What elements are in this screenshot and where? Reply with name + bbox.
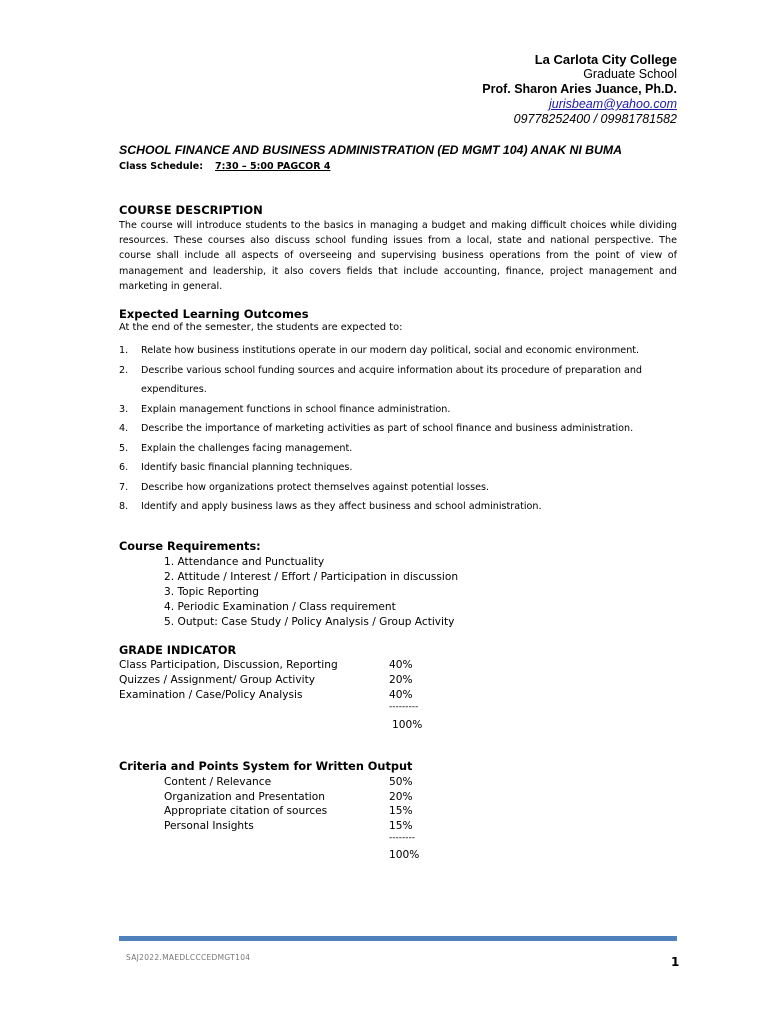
list-item-number: 8. [119, 501, 129, 512]
list-item-number: 1. [119, 345, 129, 356]
criteria-row-label: Appropriate citation of sources [164, 805, 328, 817]
phone-numbers: 09778252400 / 09981781582 [513, 112, 677, 126]
professor-name: Prof. Sharon Aries Juance, Ph.D. [482, 82, 677, 96]
criteria-total: 100% [389, 849, 420, 861]
criteria-row-pct: 15% [389, 820, 413, 832]
requirement-item: 2. Attitude / Interest / Effort / Participation in discussion [164, 571, 459, 583]
grade-row-label: Quizzes / Assignment/ Group Activity [119, 674, 316, 686]
list-item-text: Explain management functions in school finance administration. [141, 403, 451, 415]
list-item-number: 5. [119, 442, 129, 454]
grade-row-pct: 40% [389, 659, 413, 671]
grade-row-label: Examination / Case/Policy Analysis [119, 689, 303, 701]
list-item-number: 7. [119, 481, 129, 493]
email-link[interactable]: jurisbeam@yahoo.com [548, 97, 677, 111]
criteria-row-label: Organization and Presentation [164, 791, 325, 803]
list-item-number: 3. [119, 403, 129, 415]
criteria-divider: -------- [389, 833, 415, 843]
list-item-number: 6. [119, 462, 129, 473]
list-item [119, 458, 679, 478]
list-item-text: Relate how business institutions operate in our modern day political, social and economic environment. [141, 345, 640, 356]
page-number: 1 [671, 955, 680, 969]
outcomes-heading: Expected Learning Outcomes [119, 307, 309, 321]
list-item-number: 2. [119, 364, 129, 376]
grade-row-pct: 20% [389, 674, 413, 686]
list-item-text: Describe how organizations protect themselves against potential losses. [141, 481, 490, 493]
college-name: La Carlota City College [534, 52, 677, 67]
list-item [119, 400, 679, 420]
requirement-item: 4. Periodic Examination / Class requirement [164, 601, 396, 613]
criteria-heading: Criteria and Points System for Written Output [119, 760, 413, 773]
course-title: SCHOOL FINANCE AND BUSINESS ADMINISTRATION (ED MGMT 104) ANAK NI BUMA [119, 143, 623, 157]
requirements-heading: Course Requirements: [119, 540, 261, 553]
outcomes-list [119, 341, 679, 517]
list-item-text: Describe various school funding sources and acquire information about its procedure of preparation and expenditures. [141, 364, 643, 395]
course-description-heading: COURSE DESCRIPTION [119, 203, 263, 217]
requirement-item: 1. Attendance and Punctuality [164, 556, 325, 568]
criteria-row-label: Personal Insights [164, 820, 254, 832]
criteria-row-pct: 15% [389, 805, 413, 817]
requirement-item: 5. Output: Case Study / Policy Analysis / Group Activity [164, 616, 455, 628]
list-item [119, 341, 679, 361]
list-item-text: Identify basic financial planning techniques. [141, 462, 353, 473]
list-item [119, 439, 679, 459]
school-name: Graduate School [583, 67, 677, 81]
grade-heading: GRADE INDICATOR [119, 644, 237, 657]
schedule-label: Class Schedule: [119, 161, 203, 172]
list-item [119, 419, 679, 439]
list-item-number: 4. [119, 423, 129, 434]
criteria-row-pct: 20% [389, 791, 413, 803]
list-item [119, 497, 679, 517]
requirement-item: 3. Topic Reporting [164, 586, 259, 598]
list-item [119, 478, 679, 498]
grade-divider: --------- [389, 702, 419, 712]
grade-total: 100% [392, 719, 423, 731]
grade-row-label: Class Participation, Discussion, Reporting [119, 659, 338, 671]
footer-bar [119, 936, 677, 941]
criteria-row-pct: 50% [389, 776, 413, 788]
list-item [119, 361, 679, 400]
footer-code: SAJ2022.MAEDLCCCEDMGT104 [126, 953, 251, 962]
course-description-text: The course will introduce students to the basics in managing a budget and making difficult choices while dividing resources. These courses also discuss school funding issues from a local, state and national perspective. The course shall include all aspects of overseeing and supervising business operations from the point of view of management and leadership, it also covers fields that include accounting, finance, project management and marketing in general. [119, 220, 677, 292]
outcomes-intro: At the end of the semester, the students are expected to: [119, 322, 403, 333]
list-item-text: Describe the importance of marketing activities as part of school finance and business administration. [141, 423, 634, 434]
grade-row-pct: 40% [389, 689, 413, 701]
schedule-value: 7:30 – 5:00 PAGCOR 4 [215, 161, 331, 172]
list-item-text: Identify and apply business laws as they affect business and school administration. [141, 501, 542, 512]
list-item-text: Explain the challenges facing management. [141, 442, 353, 454]
criteria-row-label: Content / Relevance [164, 776, 272, 788]
